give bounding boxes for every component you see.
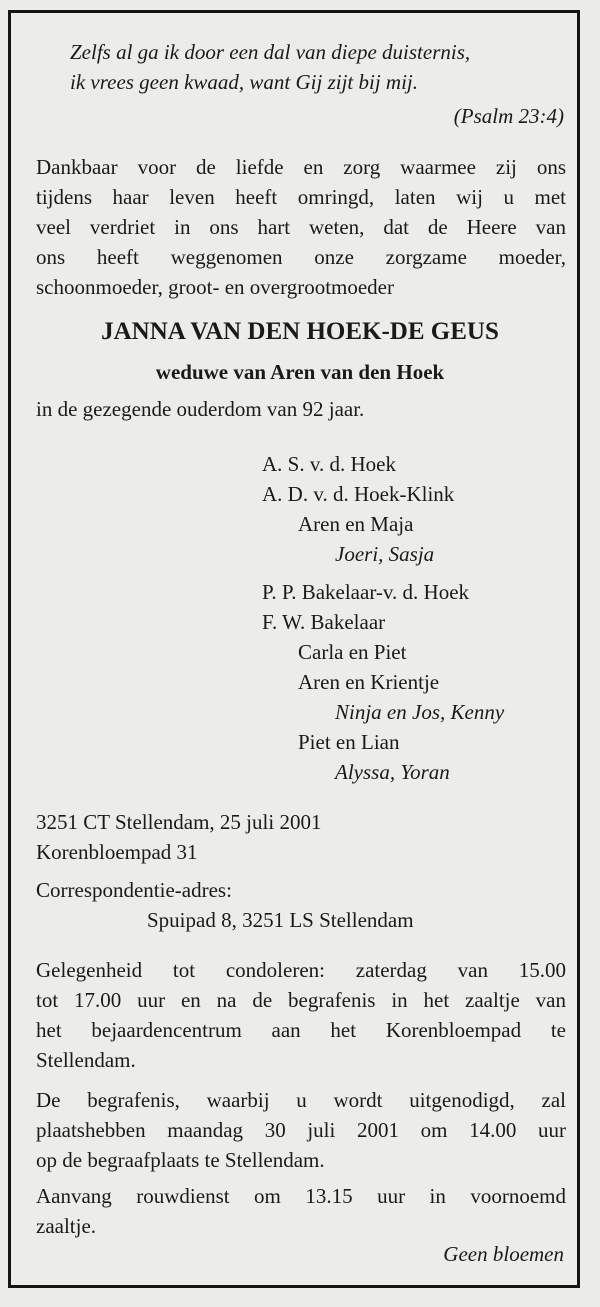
service-line-1: Aanvang rouwdienst om 13.15 uur in voornoemd (36, 1184, 566, 1208)
motto-line-1: Zelfs al ga ik door een dal van diepe duisternis, (70, 40, 471, 64)
grandchildren: Ninja en Jos, Kenny (335, 700, 505, 724)
correspondence-label: Correspondentie-adres: (36, 878, 232, 902)
intro-line-4: ons heeft weggenomen onze zorgzame moeder, (36, 245, 566, 269)
condolence-line-1: Gelegenheid tot condoleren: zaterdag van 15.00 (36, 958, 566, 982)
closing-note: Geen bloemen (443, 1242, 564, 1266)
service-line-2: zaaltje. (36, 1214, 97, 1238)
intro-line-1: Dankbaar voor de liefde en zorg waarmee zij ons (36, 155, 566, 179)
motto-reference: (Psalm 23:4) (453, 104, 564, 128)
family-member: F. W. Bakelaar (262, 610, 386, 634)
intro-line-3: veel verdriet in ons hart weten, dat de Heere van (36, 215, 566, 239)
widow-of: weduwe van Aren van den Hoek (155, 360, 445, 384)
age-line: in de gezegende ouderdom van 92 jaar. (36, 397, 365, 421)
family-member: Aren en Krientje (298, 670, 440, 694)
family-member: P. P. Bakelaar-v. d. Hoek (262, 580, 470, 604)
funeral-line-1: De begrafenis, waarbij u wordt uitgenodigd, zal (36, 1088, 566, 1112)
correspondence-address: Spuipad 8, 3251 LS Stellendam (147, 908, 414, 932)
funeral-line-2: plaatshebben maandag 30 juli 2001 om 14.00 uur (36, 1118, 566, 1142)
condolence-line-4: Stellendam. (36, 1048, 136, 1072)
grandchildren: Alyssa, Yoran (335, 760, 450, 784)
grandchildren: Joeri, Sasja (335, 542, 435, 566)
intro-line-2: tijdens haar leven heeft omringd, laten wij u met (36, 185, 566, 209)
intro-line-5: schoonmoeder, groot- en overgrootmoeder (36, 275, 394, 299)
family-member: A. D. v. d. Hoek-Klink (262, 482, 455, 506)
deceased-name: JANNA VAN DEN HOEK-DE GEUS (101, 318, 499, 345)
family-member: Carla en Piet (298, 640, 407, 664)
street-address: Korenbloempad 31 (36, 840, 198, 864)
place-date: 3251 CT Stellendam, 25 juli 2001 (36, 810, 322, 834)
family-member: Aren en Maja (298, 512, 414, 536)
family-member: Piet en Lian (298, 730, 400, 754)
family-member: A. S. v. d. Hoek (262, 452, 396, 476)
condolence-line-3: het bejaardencentrum aan het Korenbloempad te (36, 1018, 566, 1042)
condolence-line-2: tot 17.00 uur en na de begrafenis in het zaaltje van (36, 988, 566, 1012)
motto-line-2: ik vrees geen kwaad, want Gij zijt bij mij. (70, 70, 419, 94)
funeral-line-3: op de begraafplaats te Stellendam. (36, 1148, 325, 1172)
